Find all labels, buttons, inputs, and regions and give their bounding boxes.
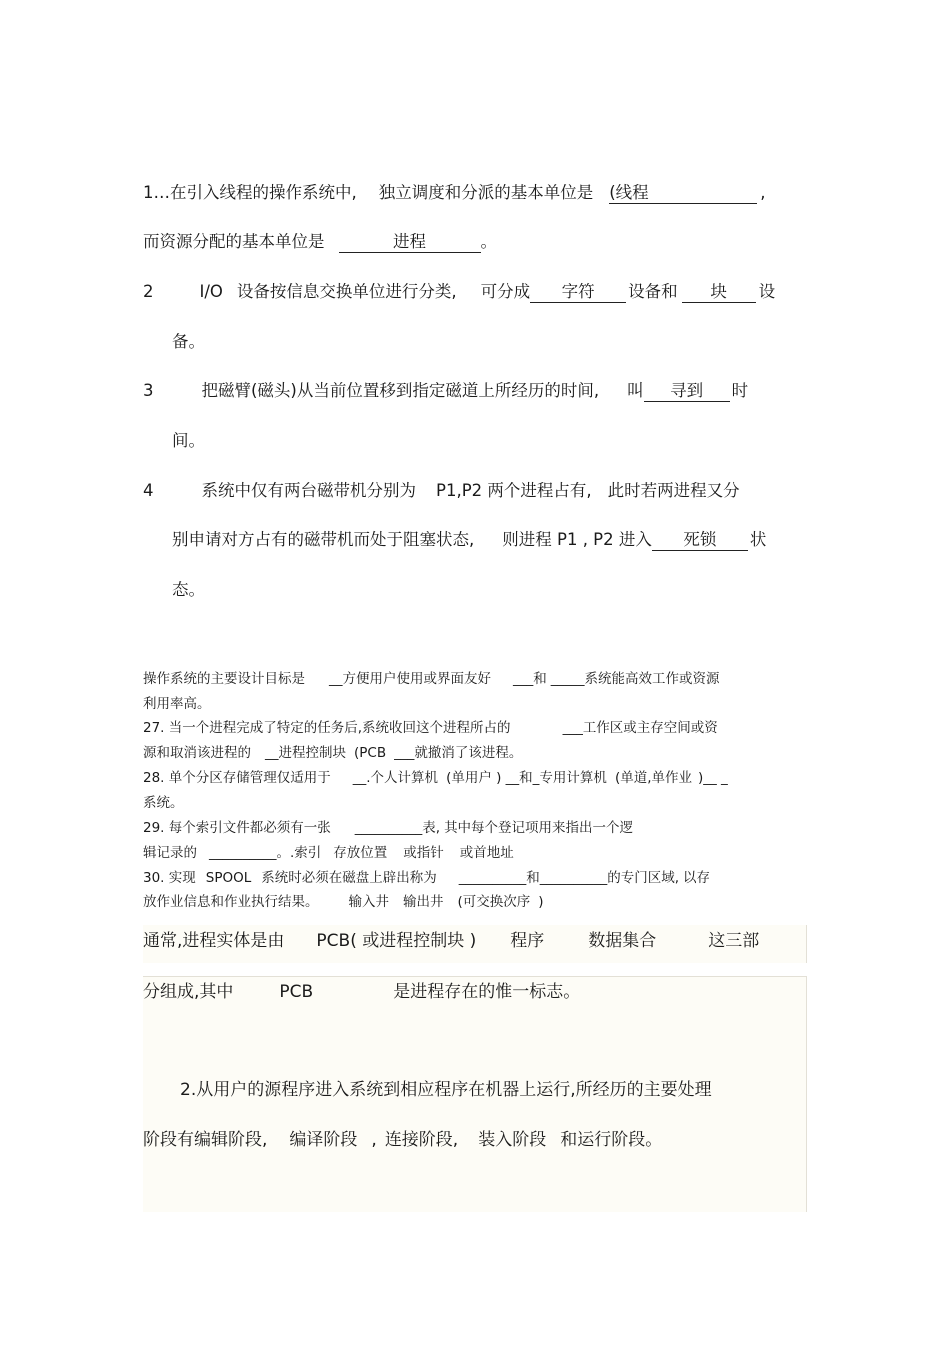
q1-suffix: , (760, 183, 766, 202)
q3-answer: 寻到 (644, 381, 730, 402)
small-l4-c: (PCB (354, 745, 387, 761)
small-l1-c: ___和 (513, 671, 547, 687)
small-l7-c: 其中每个登记项用来指出一个逻 (444, 820, 634, 836)
q4-number: 4 (143, 481, 154, 500)
small-l9-d: __________和__________的专门区域, (458, 870, 680, 886)
q3-line1 (143, 380, 748, 402)
block-l1-b: PCB( 或进程控制块 ) (316, 931, 477, 951)
small-l1-a: 操作系统的主要设计目标是 (143, 671, 305, 687)
block-l3: 2.从用户的源程序进入系统到相应程序在机器上运行,所经历的主要处理 (180, 1080, 712, 1100)
q1-line2-suffix: 。 (480, 232, 497, 251)
block-line3 (180, 1079, 712, 1101)
q4-answer: 死锁 (652, 530, 748, 551)
q3-line2-text: 间。 (172, 431, 205, 450)
block-l1-a: 通常,进程实体是由 (143, 931, 285, 951)
small-l5-d: (单道,单作业 (614, 770, 692, 786)
q2-text4: 设备和 (628, 282, 678, 301)
block-l1-c: 程序 (510, 931, 545, 951)
small-l4-a: 源和取消该进程的 (143, 745, 251, 761)
small-line8 (143, 844, 514, 862)
block-l1-d: 数据集合 (588, 931, 657, 951)
q2-line2-text: 备。 (172, 332, 205, 351)
small-line9 (143, 869, 710, 887)
q1-answer2: 进程 (339, 232, 481, 253)
q2-line2 (172, 331, 205, 353)
q4-line2-a: 别申请对方占有的磁带机而处于阻塞状态, (172, 530, 475, 549)
small-l8-e: 或首地址 (459, 845, 514, 861)
small-l3-b: ___工作区或主存空间或资 (562, 720, 718, 736)
q2-text1: I/O (199, 282, 223, 301)
q1-line2-prefix: 而资源分配的基本单位是 (143, 232, 325, 251)
q1-prefix: 1…在引入线程的操作系统中, (143, 183, 357, 202)
block-panel-main-top-edge (143, 976, 807, 977)
block-panel-top-edge (806, 925, 807, 963)
q3-text2: 叫 (627, 381, 644, 400)
q1-line1 (143, 182, 766, 204)
block-l4-b: 编译阶段 (289, 1130, 358, 1150)
small-l8-c: 存放位置 (333, 845, 388, 861)
q2-answer2: 块 (682, 282, 756, 303)
small-line6 (143, 794, 184, 812)
block-l2-a: 分组成,其中 (143, 982, 234, 1002)
q4-line2 (172, 529, 766, 551)
small-l9-b: SPOOL (205, 870, 252, 886)
small-l8-d: 或指针 (403, 845, 444, 861)
small-l1-d: _____系统能高效工作或资源 (550, 671, 720, 687)
small-l9-c: 系统时必须在磁盘上辟出称为 (261, 870, 437, 886)
q3-text3: 时 (731, 381, 749, 400)
q1-answer1: (线程 (609, 183, 757, 204)
small-l10-c: 输出井 (403, 894, 444, 910)
block-l4-e: 装入阶段 (478, 1130, 547, 1150)
small-line7 (143, 819, 633, 837)
small-l5-a: 28. 单个分区存储管理仅适用于 (143, 770, 331, 786)
small-l4-b: __进程控制块 (265, 745, 346, 761)
q4-line1-a: 系统中仅有两台磁带机分别为 (201, 481, 416, 500)
q4-line1-c: 此时若两进程又分 (607, 481, 740, 500)
q1-line2 (143, 231, 497, 253)
block-l2-b: PCB (279, 982, 314, 1002)
block-panel-main-edge (806, 976, 807, 1212)
block-l4-a: 阶段有编辑阶段, (143, 1130, 268, 1150)
block-l2-c: 是进程存在的惟一标志。 (393, 982, 581, 1002)
small-l4-d: ___就撤消了该进程。 (394, 745, 523, 761)
small-l8-b: __________。.索引 (209, 845, 322, 861)
block-l4-f: 和运行阶段。 (560, 1130, 663, 1150)
small-l9-a: 30. 实现 (143, 870, 196, 886)
small-l6: 系统。 (143, 795, 184, 811)
q3-line2 (172, 430, 205, 452)
small-l8-a: 辑记录的 (143, 845, 197, 861)
q2-text2: 设备按信息交换单位进行分类, (236, 282, 457, 301)
small-line3 (143, 719, 718, 737)
block-line1 (143, 930, 759, 952)
small-l5-c: (单用户 ) __和_专用计算机 (446, 770, 607, 786)
q4-line2-c: 状 (749, 530, 767, 549)
small-l7-a: 29. 每个索引文件都必须有一张 (143, 820, 331, 836)
q1-mid: 独立调度和分派的基本单位是 (378, 183, 594, 202)
small-l7-b: __________表, (354, 820, 441, 836)
small-line10 (143, 893, 544, 911)
block-l4-c: , (371, 1130, 377, 1150)
block-l4-d: 连接阶段, (384, 1130, 459, 1150)
q2-line1 (143, 281, 775, 303)
small-line5 (143, 769, 728, 787)
q2-answer1: 字符 (530, 282, 626, 303)
q3-text1: 把磁臂(磁头)从当前位置移到指定磁道上所经历的时间, (201, 381, 600, 400)
q4-line3 (172, 579, 205, 601)
small-line1 (143, 670, 720, 688)
q2-text3: 可分成 (480, 282, 531, 301)
q2-number: 2 (143, 282, 154, 301)
block-line2 (143, 981, 580, 1003)
q4-line1-b: P1,P2 两个进程占有, (436, 481, 592, 500)
small-l2: 利用率高。 (143, 696, 211, 712)
small-l9-e: 以存 (683, 870, 711, 886)
small-l10-a: 放作业信息和作业执行结果。 (143, 894, 319, 910)
small-l5-b: __.个人计算机 (352, 770, 439, 786)
small-l5-e: )__ _ (698, 770, 728, 786)
q4-line3-text: 态。 (172, 580, 205, 599)
small-l10-e: ) (538, 894, 544, 910)
small-l10-d: (可交换次序 (457, 894, 531, 910)
small-l3-a: 27. 当一个进程完成了特定的任务后,系统收回这个进程所占的 (143, 720, 511, 736)
block-l1-e: 这三部 (708, 931, 760, 951)
q4-line1 (143, 480, 740, 502)
q4-line2-b: 则进程 P1 , P2 进入 (502, 530, 652, 549)
small-line2 (143, 695, 211, 713)
small-line4 (143, 744, 522, 762)
block-line4 (143, 1129, 662, 1151)
q2-text5: 设 (758, 282, 776, 301)
small-l1-b: __方便用户使用或界面友好 (329, 671, 491, 687)
small-l10-b: 输入井 (348, 894, 389, 910)
q3-number: 3 (143, 381, 154, 400)
